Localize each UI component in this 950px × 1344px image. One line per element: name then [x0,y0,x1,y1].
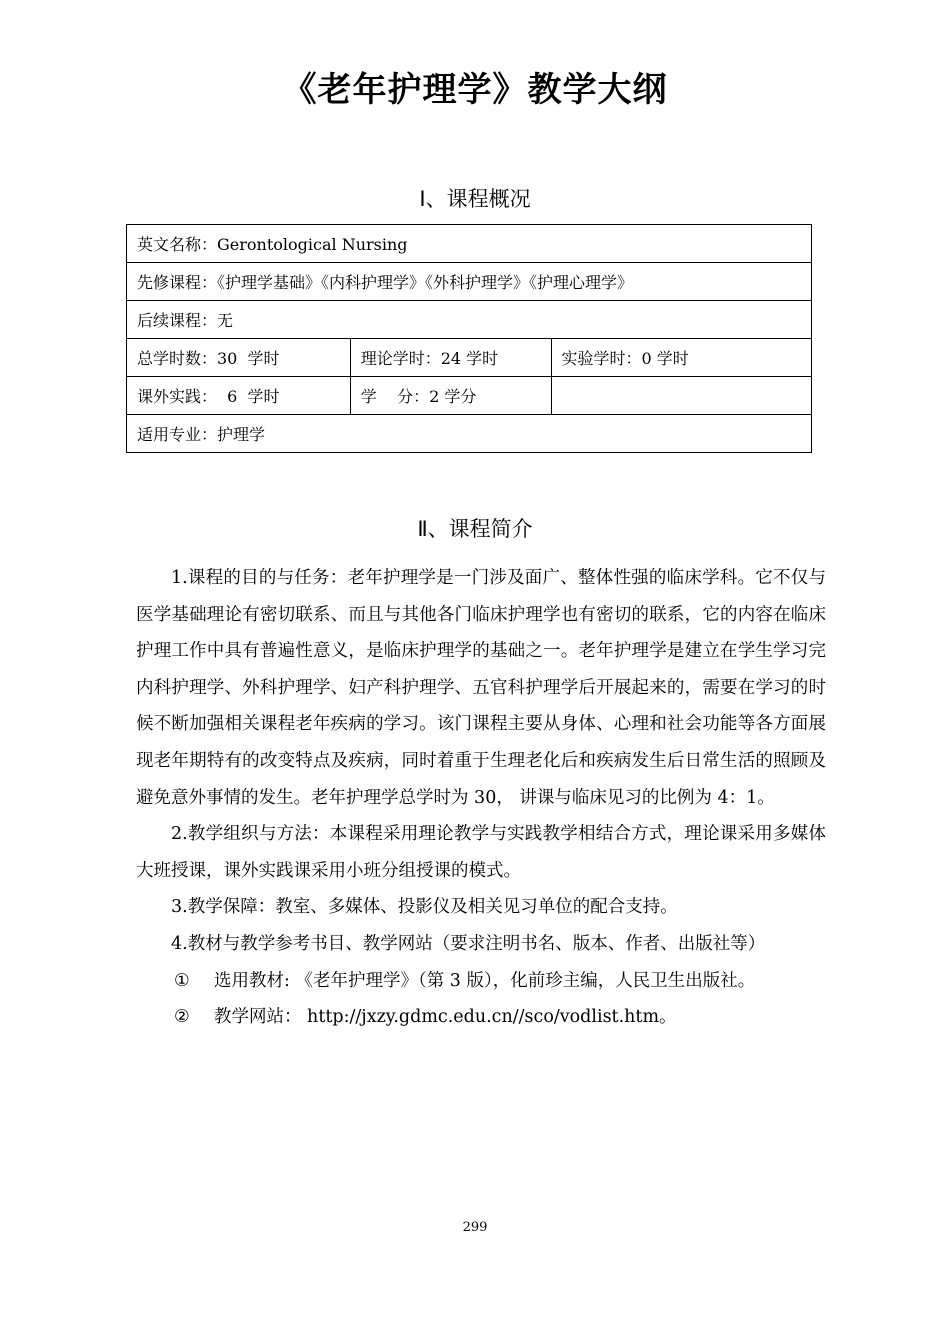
reference-marker: ① [174,970,190,991]
empty-cell [551,377,811,415]
total-hours-cell: 总学时数：30 学时 [127,339,351,377]
practice-hours-cell: 课外实践： 6 学时 [127,377,351,415]
table-row [127,377,812,415]
document-title: 《老年护理学》教学大纲 [282,70,668,110]
course-overview-table [126,224,812,453]
table-row [127,415,812,453]
table-row [127,225,812,263]
paragraph-support: 3.教学保障：教室、多媒体、投影仪及相关见习单位的配合支持。 [171,897,678,918]
section-heading-overview: Ⅰ、课程概况 [419,187,531,211]
credits-cell: 学 分：2 学分 [350,377,551,415]
reference-website [136,999,826,1036]
paragraph-materials: 4.教材与教学参考书目、教学网站（要求注明书名、版本、作者、出版社等） [171,933,766,954]
follow-up-cell: 后续课程：无 [127,301,812,339]
section-heading-introduction: Ⅱ、课程简介 [417,517,533,541]
table-row [127,263,812,301]
reference-text: 选用教材: 《老年护理学》（第 3 版），化前珍主编，人民卫生出版社。 [214,970,756,991]
paragraph-purpose: 1.课程的目的与任务：老年护理学是一门涉及面广、整体性强的临床学科。它不仅与医学基础理论有密切联系、而且与其他各门临床护理学也有密切的联系，它的内容在临床护理工作中具有普遍性意义，是临床护理学的基础之一。老年护理学是建立在学生学习完内科护理学、外科护理学、妇产科护理学、五官科护理学后开展起来的，需要在学习的时候不断加强相关课程老年疾病的学习。该门课程主要从身体、心理和社会功能等各方面展现老年期特有的改变特点及疾病，同时着重于生理老化后和疾病发生后日常生活的照顾及避免意外事情的发生。老年护理学总学时为 30， 讲课与临床见习的比例为 4：1。 [136,568,826,808]
reference-text: 教学网站： http://jxzy.gdmc.edu.cn//sco/vodlist.htm。 [214,1007,677,1028]
table-row [127,301,812,339]
reference-textbook [136,963,826,1000]
prerequisites-cell: 先修课程：《护理学基础》《内科护理学》《外科护理学》《护理心理学》 [127,263,812,301]
course-introduction [136,560,826,1036]
paragraph-methods: 2.教学组织与方法：本课程采用理论教学与实践教学相结合方式，理论课采用多媒体大班授课，课外实践课采用小班分组授课的模式。 [136,824,826,881]
lab-hours-cell: 实验学时：0 学时 [551,339,811,377]
reference-marker: ② [174,1007,190,1028]
theory-hours-cell: 理论学时：24 学时 [350,339,551,377]
major-cell: 适用专业：护理学 [127,415,812,453]
english-name-cell: 英文名称：Gerontological Nursing [127,225,812,263]
table-row [127,339,812,377]
page-number: 299 [462,1220,488,1235]
